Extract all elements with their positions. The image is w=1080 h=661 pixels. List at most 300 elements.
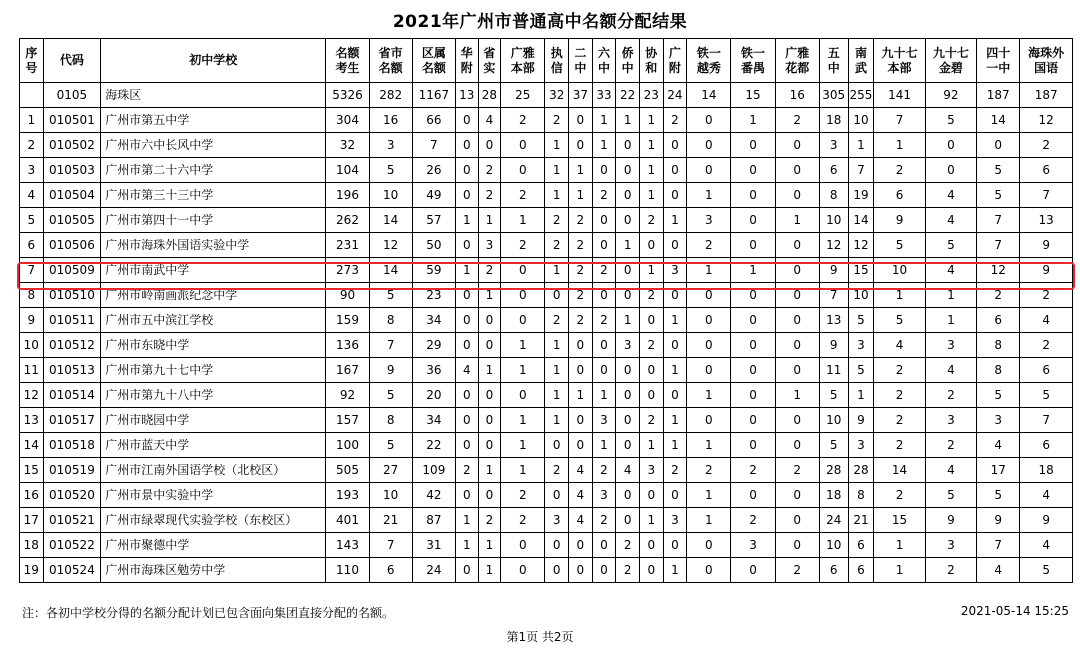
table-cell: 1: [501, 433, 545, 458]
table-cell: 2: [592, 458, 616, 483]
table-cell: 2: [616, 558, 640, 583]
table-cell: 0: [592, 158, 616, 183]
table-cell: 49: [412, 183, 455, 208]
table-cell: 9: [819, 333, 848, 358]
table-cell: 19: [20, 558, 44, 583]
table-cell: 4: [925, 208, 976, 233]
table-cell: 0: [731, 208, 775, 233]
table-cell: 5: [874, 233, 925, 258]
table-cell: 187: [977, 83, 1020, 108]
table-cell: 4: [478, 108, 501, 133]
table-cell: 14: [20, 433, 44, 458]
table-cell: 1: [501, 358, 545, 383]
table-cell: 1: [663, 558, 687, 583]
table-cell: 0: [545, 283, 569, 308]
table-cell: 12: [977, 258, 1020, 283]
table-cell: 010513: [43, 358, 101, 383]
table-header-row: [20, 39, 1073, 83]
table-cell: 2: [687, 233, 731, 258]
table-cell: 24: [819, 508, 848, 533]
table-cell: 2: [687, 458, 731, 483]
table-cell: 0: [478, 383, 501, 408]
table-cell: 13: [20, 408, 44, 433]
table-cell: 157: [326, 408, 369, 433]
table-cell: 2: [478, 158, 501, 183]
table-cell: 0: [545, 558, 569, 583]
table-cell: 2: [545, 108, 569, 133]
table-cell: 8: [369, 408, 412, 433]
table-cell: 2: [977, 283, 1020, 308]
table-cell: 3: [663, 508, 687, 533]
table-cell: 6: [848, 533, 874, 558]
table-cell: 1: [663, 433, 687, 458]
school-name-cell: 广州市南武中学: [101, 258, 326, 283]
table-cell: 0: [616, 483, 640, 508]
table-cell: 1: [545, 158, 569, 183]
table-cell: 0: [775, 358, 819, 383]
table-cell: 3: [592, 483, 616, 508]
table-cell: 19: [848, 183, 874, 208]
table-cell: 0: [663, 333, 687, 358]
table-cell: 2: [639, 283, 663, 308]
table-cell: 3: [663, 258, 687, 283]
table-cell: 25: [501, 83, 545, 108]
table-cell: 1: [663, 408, 687, 433]
table-cell: 6: [848, 558, 874, 583]
table-cell: 2: [501, 233, 545, 258]
table-cell: 0: [501, 258, 545, 283]
footnote: 注：各初中学校分得的名额分配计划已包含面向集团直接分配的名额。: [22, 606, 395, 620]
table-cell: 0: [455, 408, 478, 433]
table-cell: 0: [687, 533, 731, 558]
table-cell: 16: [20, 483, 44, 508]
table-cell: 0: [569, 358, 593, 383]
table-cell: 1: [455, 533, 478, 558]
table-cell: 0: [977, 133, 1020, 158]
table-cell: 7: [819, 283, 848, 308]
table-cell: 0: [501, 558, 545, 583]
table-cell: 0: [592, 358, 616, 383]
column-header: 九十七 本部: [874, 39, 925, 83]
table-cell: 20: [412, 383, 455, 408]
table-row: [20, 308, 1073, 333]
table-cell: 4: [569, 508, 593, 533]
table-cell: 1: [663, 358, 687, 383]
table-cell: 50: [412, 233, 455, 258]
table-row: [20, 183, 1073, 208]
table-row: [20, 533, 1073, 558]
table-cell: 9: [1020, 508, 1073, 533]
table-cell: 5: [977, 183, 1020, 208]
table-cell: 12: [819, 233, 848, 258]
table-cell: 66: [412, 108, 455, 133]
table-cell: 6: [1020, 358, 1073, 383]
table-cell: 0: [455, 133, 478, 158]
table-cell: 167: [326, 358, 369, 383]
table-cell: 9: [20, 308, 44, 333]
table-cell: 0: [663, 533, 687, 558]
table-cell: 2: [775, 108, 819, 133]
table-row: [20, 133, 1073, 158]
table-cell: 304: [326, 108, 369, 133]
table-cell: 15: [848, 258, 874, 283]
table-cell: 2: [731, 508, 775, 533]
table-cell: 3: [819, 133, 848, 158]
table-cell: 1: [874, 283, 925, 308]
school-name-cell: 广州市五中滨江学校: [101, 308, 326, 333]
table-cell: 3: [848, 433, 874, 458]
table-cell: 196: [326, 183, 369, 208]
table-cell: 0: [501, 158, 545, 183]
table-cell: 7: [369, 533, 412, 558]
table-cell: 28: [478, 83, 501, 108]
school-name-cell: 广州市海珠外国语实验中学: [101, 233, 326, 258]
district-summary-row: [20, 83, 1073, 108]
table-cell: 0: [455, 433, 478, 458]
table-cell: 2: [545, 308, 569, 333]
table-cell: 23: [412, 283, 455, 308]
column-header: 协 和: [639, 39, 663, 83]
table-cell: 5: [369, 433, 412, 458]
table-cell: 2: [616, 533, 640, 558]
table-cell: 1: [545, 133, 569, 158]
table-cell: 10: [20, 333, 44, 358]
table-cell: 0: [663, 383, 687, 408]
table-cell: 2: [925, 433, 976, 458]
table-cell: 3: [545, 508, 569, 533]
table-cell: 5: [819, 383, 848, 408]
table-cell: 9: [977, 508, 1020, 533]
table-cell: 2: [874, 383, 925, 408]
table-cell: 273: [326, 258, 369, 283]
table-cell: 16: [775, 83, 819, 108]
column-header: 省 实: [478, 39, 501, 83]
table-cell: 18: [20, 533, 44, 558]
table-cell: 010518: [43, 433, 101, 458]
table-cell: 1: [687, 433, 731, 458]
table-cell: 0: [925, 133, 976, 158]
table-cell: 0: [775, 508, 819, 533]
table-cell: 7: [412, 133, 455, 158]
table-cell: 0: [925, 158, 976, 183]
table-cell: 0: [478, 133, 501, 158]
table-cell: 1: [874, 558, 925, 583]
table-cell: 0: [687, 408, 731, 433]
table-cell: 0: [731, 233, 775, 258]
table-cell: 0: [731, 433, 775, 458]
table-cell: 1: [545, 408, 569, 433]
table-cell: 6: [819, 158, 848, 183]
table-cell: 0: [478, 433, 501, 458]
table-cell: 0: [545, 483, 569, 508]
table-cell: 14: [687, 83, 731, 108]
table-cell: 010510: [43, 283, 101, 308]
table-cell: 12: [1020, 108, 1073, 133]
table-cell: 0: [731, 133, 775, 158]
table-row: [20, 358, 1073, 383]
table-cell: 305: [819, 83, 848, 108]
table-cell: 8: [977, 333, 1020, 358]
table-cell: 4: [925, 458, 976, 483]
table-cell: 10: [874, 258, 925, 283]
allocation-table: [19, 38, 1073, 583]
table-cell: 0: [687, 108, 731, 133]
school-name-cell: 广州市第五中学: [101, 108, 326, 133]
table-cell: 010517: [43, 408, 101, 433]
table-cell: 3: [478, 233, 501, 258]
table-cell: 3: [369, 133, 412, 158]
table-cell: 14: [369, 208, 412, 233]
table-cell: 0: [687, 308, 731, 333]
table-cell: 100: [326, 433, 369, 458]
table-cell: 0: [731, 183, 775, 208]
table-cell: 0: [455, 283, 478, 308]
table-cell: 0: [545, 433, 569, 458]
table-cell: 1: [848, 383, 874, 408]
table-cell: 90: [326, 283, 369, 308]
table-cell: 1: [478, 358, 501, 383]
table-cell: 16: [369, 108, 412, 133]
school-name-cell: 广州市绿翠现代实验学校（东校区）: [101, 508, 326, 533]
table-cell: 1: [545, 183, 569, 208]
table-cell: 7: [977, 533, 1020, 558]
table-cell: 0: [569, 433, 593, 458]
table-cell: 5: [1020, 383, 1073, 408]
table-cell: 2: [569, 208, 593, 233]
table-cell: 28: [819, 458, 848, 483]
table-cell: 1: [639, 183, 663, 208]
table-cell: 5: [977, 158, 1020, 183]
table-cell: 010512: [43, 333, 101, 358]
school-name-cell: 海珠区: [101, 83, 326, 108]
table-cell: 0: [687, 358, 731, 383]
table-cell: 1: [501, 208, 545, 233]
table-cell: 8: [848, 483, 874, 508]
table-cell: 4: [977, 558, 1020, 583]
table-cell: 12: [20, 383, 44, 408]
table-cell: 7: [977, 208, 1020, 233]
table-cell: 9: [925, 508, 976, 533]
school-name-cell: 广州市海珠区勉劳中学: [101, 558, 326, 583]
table-cell: 1: [545, 383, 569, 408]
table-cell: 010501: [43, 108, 101, 133]
school-name-cell: 广州市蓝天中学: [101, 433, 326, 458]
table-cell: 0: [455, 333, 478, 358]
table-cell: 2: [1020, 283, 1073, 308]
school-name-cell: 广州市聚德中学: [101, 533, 326, 558]
table-cell: 0: [616, 158, 640, 183]
table-cell: 18: [1020, 458, 1073, 483]
table-cell: 32: [326, 133, 369, 158]
table-cell: 3: [639, 458, 663, 483]
table-cell: 7: [1020, 183, 1073, 208]
table-cell: 110: [326, 558, 369, 583]
table-cell: 0: [731, 358, 775, 383]
column-header: 四十 一中: [977, 39, 1020, 83]
table-cell: 9: [1020, 258, 1073, 283]
table-cell: 14: [874, 458, 925, 483]
table-cell: 1: [501, 333, 545, 358]
table-cell: 1: [687, 183, 731, 208]
column-header: 九十七 金碧: [925, 39, 976, 83]
column-header: 代码: [43, 39, 101, 83]
table-cell: 1: [687, 483, 731, 508]
table-cell: 282: [369, 83, 412, 108]
table-cell: 4: [925, 358, 976, 383]
table-cell: 1: [616, 233, 640, 258]
table-cell: 1: [478, 558, 501, 583]
table-cell: 1: [545, 333, 569, 358]
table-cell: 3: [925, 408, 976, 433]
table-cell: 0: [616, 133, 640, 158]
table-cell: 4: [925, 183, 976, 208]
table-cell: 5: [977, 383, 1020, 408]
table-row: [20, 333, 1073, 358]
table-cell: 4: [616, 458, 640, 483]
table-cell: 1: [455, 258, 478, 283]
table-cell: 3: [20, 158, 44, 183]
table-row: [20, 483, 1073, 508]
table-cell: 5: [20, 208, 44, 233]
table-cell: 2: [925, 558, 976, 583]
table-cell: 2: [592, 183, 616, 208]
table-cell: 32: [545, 83, 569, 108]
table-cell: 2: [1020, 333, 1073, 358]
table-cell: 0: [455, 558, 478, 583]
table-cell: 0: [545, 533, 569, 558]
table-cell: 1: [616, 108, 640, 133]
table-cell: 15: [874, 508, 925, 533]
table-cell: 2: [925, 383, 976, 408]
table-cell: 0: [455, 108, 478, 133]
table-cell: 6: [874, 183, 925, 208]
table-cell: 17: [20, 508, 44, 533]
table-cell: 12: [848, 233, 874, 258]
table-cell: 28: [848, 458, 874, 483]
table-cell: 1: [639, 158, 663, 183]
table-cell: 231: [326, 233, 369, 258]
table-cell: 0: [616, 283, 640, 308]
school-name-cell: 广州市晓园中学: [101, 408, 326, 433]
table-cell: 0: [478, 333, 501, 358]
table-cell: 12: [369, 233, 412, 258]
table-cell: 5: [848, 308, 874, 333]
table-cell: 2: [639, 408, 663, 433]
table-cell: 7: [1020, 408, 1073, 433]
table-cell: 10: [369, 183, 412, 208]
table-cell: 2: [639, 208, 663, 233]
table-cell: 0: [663, 133, 687, 158]
table-cell: 27: [369, 458, 412, 483]
table-cell: 0: [501, 133, 545, 158]
table-cell: 3: [592, 408, 616, 433]
table-cell: 92: [326, 383, 369, 408]
table-row: [20, 408, 1073, 433]
table-cell: 0: [775, 233, 819, 258]
table-cell: 1: [478, 458, 501, 483]
table-cell: 0: [569, 558, 593, 583]
table-cell: 4: [925, 258, 976, 283]
table-cell: 141: [874, 83, 925, 108]
table-cell: 4: [455, 358, 478, 383]
table-cell: 2: [592, 308, 616, 333]
table-cell: 187: [1020, 83, 1073, 108]
school-name-cell: 广州市景中实验中学: [101, 483, 326, 508]
school-name-cell: 广州市第三十三中学: [101, 183, 326, 208]
column-header: 初中学校: [101, 39, 326, 83]
table-cell: 010520: [43, 483, 101, 508]
table-cell: 2: [20, 133, 44, 158]
table-cell: 0: [775, 183, 819, 208]
table-cell: 10: [819, 208, 848, 233]
table-cell: 1: [731, 258, 775, 283]
table-cell: 24: [663, 83, 687, 108]
table-cell: 1: [616, 308, 640, 333]
table-row: [20, 508, 1073, 533]
table-cell: 0: [639, 483, 663, 508]
table-cell: 2: [592, 258, 616, 283]
table-cell: 2: [592, 508, 616, 533]
table-cell: 2: [545, 233, 569, 258]
table-cell: 1: [687, 508, 731, 533]
table-cell: 0: [592, 558, 616, 583]
school-name-cell: 广州市江南外国语学校（北校区）: [101, 458, 326, 483]
table-cell: 5: [977, 483, 1020, 508]
table-cell: 2: [478, 258, 501, 283]
table-cell: 5: [369, 158, 412, 183]
table-cell: 6: [977, 308, 1020, 333]
table-cell: 1: [569, 383, 593, 408]
table-cell: 34: [412, 408, 455, 433]
table-cell: 1: [639, 133, 663, 158]
table-row: [20, 558, 1073, 583]
table-cell: 0: [731, 308, 775, 333]
table-cell: 0: [455, 383, 478, 408]
table-cell: 0: [687, 133, 731, 158]
table-cell: 36: [412, 358, 455, 383]
table-row: [20, 433, 1073, 458]
table-cell: 0: [639, 558, 663, 583]
table-cell: 2: [501, 483, 545, 508]
table-cell: 2: [663, 458, 687, 483]
table-cell: 136: [326, 333, 369, 358]
school-name-cell: 广州市第九十八中学: [101, 383, 326, 408]
table-cell: 5: [925, 483, 976, 508]
table-cell: 1: [569, 183, 593, 208]
table-cell: 57: [412, 208, 455, 233]
table-cell: 2: [501, 183, 545, 208]
column-header: 二 中: [569, 39, 593, 83]
table-cell: 7: [874, 108, 925, 133]
table-cell: 0: [592, 208, 616, 233]
table-cell: 0: [687, 558, 731, 583]
table-cell: 0: [455, 158, 478, 183]
table-cell: 0: [775, 283, 819, 308]
table-cell: 0: [569, 333, 593, 358]
table-cell: 505: [326, 458, 369, 483]
table-cell: 26: [412, 158, 455, 183]
table-cell: 6: [1020, 158, 1073, 183]
table-cell: 1: [775, 208, 819, 233]
table-cell: 21: [369, 508, 412, 533]
table-cell: 0: [639, 308, 663, 333]
table-cell: 109: [412, 458, 455, 483]
column-header: 侨 中: [616, 39, 640, 83]
column-header: 海珠外 国语: [1020, 39, 1073, 83]
table-cell: 2: [874, 158, 925, 183]
table-cell: 8: [977, 358, 1020, 383]
table-cell: 0: [616, 208, 640, 233]
